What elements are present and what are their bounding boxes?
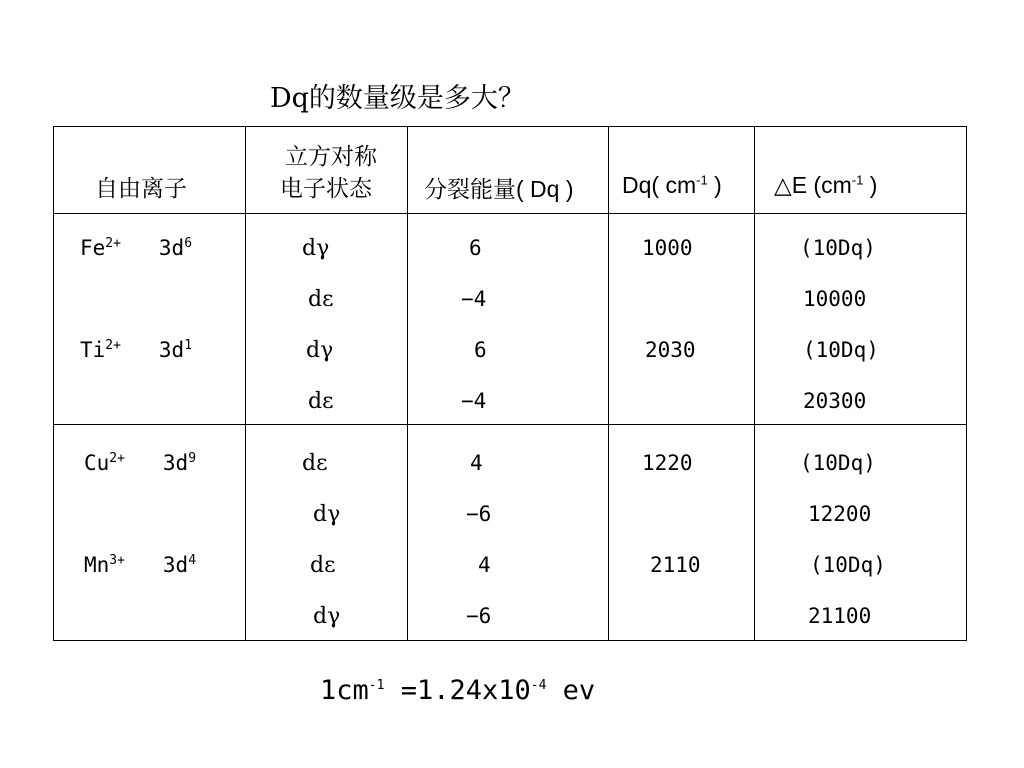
ion-config: 3d	[158, 236, 185, 260]
column-divider	[407, 126, 408, 641]
split-cell: 6	[469, 236, 482, 260]
split-cell: −4	[461, 389, 487, 413]
delta-e-cell: 10000	[803, 287, 867, 311]
state-cell: dγ	[302, 236, 330, 261]
ion-symbol: Mn	[84, 553, 110, 577]
ion-charge: 2+	[105, 338, 121, 353]
header-delta-e-close: )	[863, 172, 878, 198]
ion-symbol: Cu	[84, 451, 110, 475]
state-cell: dε	[310, 553, 336, 578]
dq-cell: 1220	[642, 451, 693, 475]
ion-cell	[84, 451, 196, 475]
column-divider	[245, 126, 246, 641]
column-divider	[754, 126, 755, 641]
ion-config-sup: 1	[184, 338, 193, 353]
header-dq-unit	[622, 172, 722, 199]
page-title: Dq的数量级是多大？	[270, 83, 525, 114]
delta-e-cell: 20300	[803, 389, 867, 413]
header-cubic-line1: 立方对称	[285, 144, 377, 170]
ion-charge: 2+	[109, 451, 125, 466]
dq-cell: 1000	[642, 236, 693, 260]
formula-exponent: -4	[530, 678, 547, 693]
group-divider	[53, 424, 967, 425]
header-cubic-line2: 电子状态	[280, 176, 372, 202]
header-dq-sup: -1	[696, 172, 708, 188]
formula-part: ev	[546, 675, 596, 706]
delta-e-cell: 12200	[808, 502, 872, 526]
state-cell: dε	[308, 287, 334, 312]
state-cell: dε	[308, 389, 334, 414]
header-delta-e-text: △E (cm	[774, 172, 852, 198]
ion-cell	[80, 236, 192, 260]
delta-e-cell: 21100	[808, 604, 872, 628]
formula-exponent: -1	[368, 678, 385, 693]
split-cell: 6	[474, 338, 487, 362]
dq-cell: 2110	[650, 553, 701, 577]
ion-charge: 3+	[109, 553, 125, 568]
delta-e-cell: (10Dq)	[810, 553, 886, 577]
split-cell: −6	[466, 502, 492, 526]
ion-config: 3d	[158, 338, 185, 362]
ion-config: 3d	[162, 553, 189, 577]
state-cell: dγ	[313, 502, 341, 527]
formula-part: 1cm	[320, 675, 369, 706]
ion-charge: 2+	[105, 236, 121, 251]
ion-symbol: Fe	[80, 236, 106, 260]
ion-symbol: Ti	[80, 338, 106, 362]
conversion-formula	[320, 675, 595, 706]
delta-e-cell: (10Dq)	[803, 338, 879, 362]
ion-config-sup: 6	[184, 236, 193, 251]
column-divider	[608, 126, 609, 641]
header-divider	[53, 213, 967, 214]
header-dq-close: )	[707, 172, 722, 198]
split-cell: −4	[461, 287, 487, 311]
header-split-energy-text: 分裂能量	[424, 177, 516, 203]
split-cell: 4	[470, 451, 483, 475]
header-delta-e	[774, 172, 877, 199]
delta-e-cell: (10Dq)	[800, 451, 876, 475]
formula-part: =1.24x10	[384, 675, 531, 706]
header-delta-e-sup: -1	[851, 172, 864, 188]
delta-e-cell: (10Dq)	[800, 236, 876, 260]
header-dq-text: Dq( cm	[622, 172, 697, 198]
state-cell: dγ	[306, 338, 334, 363]
ion-config: 3d	[162, 451, 189, 475]
ion-cell	[80, 338, 192, 362]
ion-config-sup: 9	[188, 451, 197, 466]
ion-config-sup: 4	[188, 553, 197, 568]
dq-cell: 2030	[645, 338, 696, 362]
header-split-energy	[424, 171, 574, 204]
split-cell: 4	[478, 553, 491, 577]
state-cell: dγ	[313, 604, 341, 629]
state-cell: dε	[302, 451, 328, 476]
header-free-ion: 自由离子	[95, 176, 187, 202]
split-cell: −6	[466, 604, 492, 628]
header-split-energy-unit: ( Dq )	[516, 176, 574, 202]
ion-cell	[84, 553, 196, 577]
